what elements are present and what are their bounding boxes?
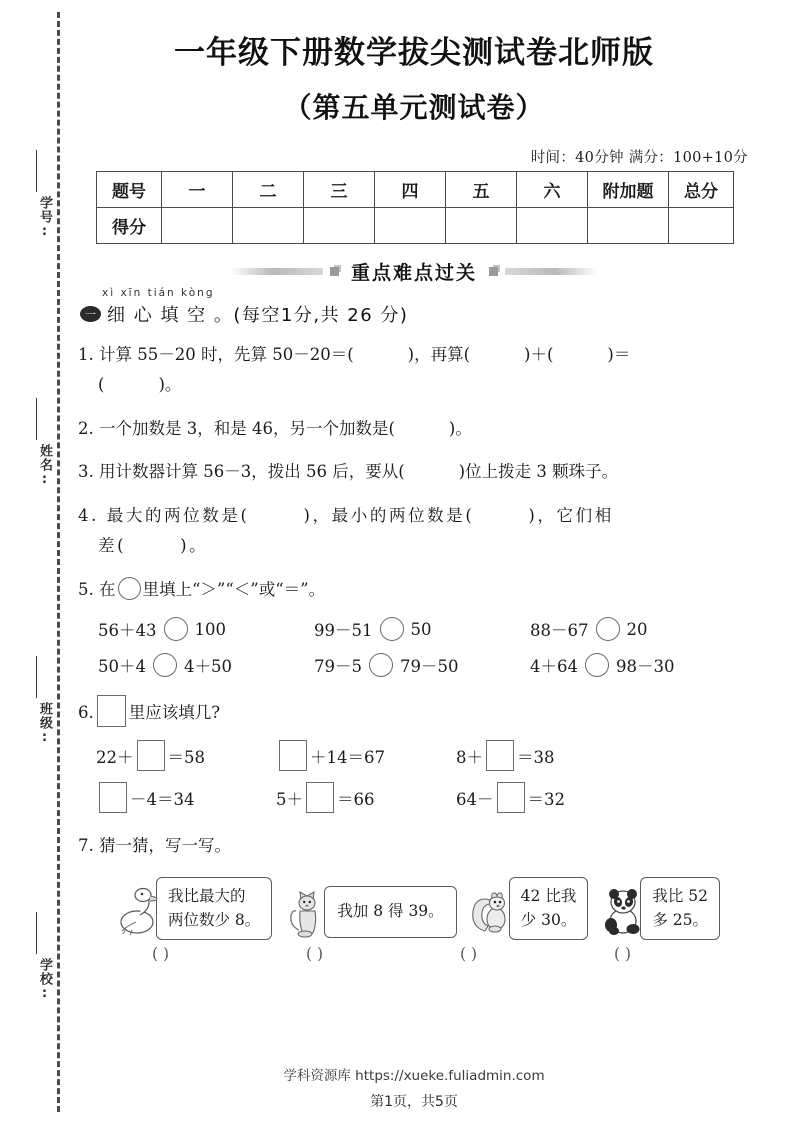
bubble-line-4b: 多 25。 — [652, 910, 708, 929]
bubble-group-2 — [284, 884, 456, 940]
equation-item-1 — [96, 740, 276, 771]
equation-box-6[interactable] — [497, 782, 525, 813]
question-6-prompt-pre: 6. — [78, 703, 94, 723]
compare-left-1: 56＋43 — [98, 621, 157, 641]
page-subtitle: （第五单元测试卷） — [283, 90, 545, 124]
footer-page-number: 第1页，共5页 — [370, 1094, 458, 1110]
question-5-row-1 — [78, 617, 750, 641]
question-4-text-a: 4. 最大的两位数是( — [78, 505, 250, 525]
equation-box-5[interactable] — [306, 782, 334, 813]
question-5-row-2 — [78, 653, 750, 677]
compare-circle-2[interactable] — [380, 617, 404, 641]
question-5-prompt-post: 里填上“＞”“＜”或“＝”。 — [142, 579, 326, 599]
question-7 — [78, 831, 750, 862]
banner-gem-left-icon — [330, 267, 339, 276]
margin-dashed-line — [57, 12, 60, 1112]
compare-item-3 — [530, 617, 746, 641]
score-table-col-extra: 附加题 — [588, 171, 669, 207]
question-1-text-f: )。 — [158, 375, 182, 395]
compare-right-1: 100 — [194, 619, 226, 639]
equation-pre-5: 5＋ — [276, 789, 303, 809]
equation-post-3: ＝38 — [517, 747, 555, 767]
equation-box-1[interactable] — [137, 740, 165, 771]
answer-paren-4[interactable]: ( ) — [614, 944, 632, 963]
question-7-answers — [78, 945, 750, 963]
table-row-score — [97, 207, 734, 243]
question-3-tail: )位上拨走 3 颗珠子。 — [458, 462, 619, 482]
question-5-prompt-circle-icon — [118, 577, 141, 600]
equation-post-4: －4＝34 — [130, 789, 195, 809]
score-table-row-label-1: 得分 — [97, 207, 162, 243]
bubble-group-4 — [600, 877, 720, 940]
equation-post-1: ＝58 — [167, 747, 205, 767]
margin-rule-4 — [36, 912, 37, 954]
question-6 — [78, 695, 750, 729]
margin-label-class: 班级: — [37, 702, 52, 746]
section-one-bullet: 一 — [80, 306, 101, 322]
equation-item-3 — [456, 740, 636, 771]
score-table-col-total: 总分 — [669, 171, 734, 207]
score-cell-total[interactable] — [669, 207, 734, 243]
question-6-row-1 — [78, 740, 750, 771]
question-6-prompt-post: 里应该填几? — [128, 703, 221, 723]
question-4-text-e: )。 — [180, 536, 209, 556]
margin-label-student-id: 学号: — [37, 196, 52, 240]
question-2-text: 2. 一个加数是 3，和是 46，另一个加数是( — [78, 418, 395, 438]
banner-title: 重点难点过关 — [350, 261, 477, 284]
cat-icon — [284, 884, 330, 940]
compare-item-1 — [98, 617, 314, 641]
score-cell-1[interactable] — [162, 207, 233, 243]
bubble-text-1 — [156, 877, 272, 940]
squirrel-icon — [469, 881, 515, 937]
bubble-line-3b: 少 30。 — [520, 910, 577, 929]
footer-source: 学科资源库 https://xueke.fuliadmin.com — [283, 1068, 545, 1084]
compare-right-5: 79－50 — [400, 657, 459, 677]
compare-circle-4[interactable] — [153, 653, 177, 677]
question-4-text-b: )，最小的两位数是( — [303, 505, 475, 525]
score-table-col-6: 六 — [517, 171, 588, 207]
question-3 — [78, 457, 750, 488]
equation-item-2 — [276, 740, 456, 771]
compare-item-5 — [314, 653, 530, 677]
question-6-prompt-box-icon — [97, 695, 126, 727]
equation-post-6: ＝32 — [527, 789, 565, 809]
question-1 — [78, 340, 750, 401]
score-cell-6[interactable] — [517, 207, 588, 243]
margin-rule-1 — [36, 150, 37, 192]
compare-circle-5[interactable] — [369, 653, 393, 677]
bubble-line-3a: 42 比我 — [520, 887, 577, 906]
answer-paren-3[interactable]: ( ) — [460, 944, 478, 963]
bubble-text-2 — [324, 886, 456, 937]
section-one-heading — [78, 286, 750, 327]
score-table — [96, 171, 734, 244]
section-one-pinyin: xì xīn tián kòng — [102, 286, 215, 299]
question-1-text-c: )＋( — [524, 344, 554, 364]
score-cell-3[interactable] — [304, 207, 375, 243]
compare-right-4: 4＋50 — [184, 657, 232, 677]
score-table-col-4: 四 — [375, 171, 446, 207]
compare-left-6: 4＋64 — [530, 657, 578, 677]
question-1-text-b: )，再算( — [407, 344, 471, 364]
answer-paren-2[interactable]: ( ) — [306, 944, 324, 963]
equation-post-5: ＝66 — [337, 789, 375, 809]
question-4 — [78, 501, 750, 562]
duck-icon — [116, 881, 162, 937]
bubble-line-2a: 我加 8 得 39。 — [337, 902, 444, 921]
score-table-row-label-0: 题号 — [97, 171, 162, 207]
equation-box-4[interactable] — [99, 782, 127, 813]
equation-pre-3: 8＋ — [456, 747, 483, 767]
question-3-text: 3. 用计数器计算 56－3，拨出 56 后，要从( — [78, 462, 405, 482]
banner-gem-right-icon — [489, 267, 498, 276]
margin-label-name: 姓名: — [37, 444, 52, 488]
question-1-text-e: ( — [98, 375, 105, 395]
compare-circle-3[interactable] — [596, 617, 620, 641]
section-banner — [78, 258, 750, 285]
bubble-line-1b: 两位数少 8。 — [168, 910, 261, 929]
question-7-bubbles — [78, 877, 750, 940]
bubble-group-3 — [469, 877, 589, 940]
score-cell-2[interactable] — [233, 207, 304, 243]
bubble-text-3 — [509, 877, 589, 940]
question-7-prompt: 7. 猜一猜，写一写。 — [78, 835, 231, 855]
compare-item-4 — [98, 653, 314, 677]
bubble-line-4a: 我比 52 — [652, 887, 708, 906]
compare-left-2: 99－51 — [314, 621, 373, 641]
exam-page — [78, 0, 750, 1122]
compare-left-4: 50＋4 — [98, 657, 146, 677]
margin-rule-3 — [36, 656, 37, 698]
question-5-prompt-pre: 5. 在 — [78, 579, 116, 599]
question-1-text-a: 1. 计算 55－20 时，先算 50－20＝( — [78, 344, 354, 364]
compare-item-2 — [314, 617, 530, 641]
question-1-text-d: )＝ — [607, 344, 631, 364]
question-6-row-2 — [78, 782, 750, 813]
compare-circle-6[interactable] — [585, 653, 609, 677]
compare-left-5: 79－5 — [314, 657, 362, 677]
question-4-text-d: 差( — [98, 536, 127, 556]
margin-rule-2 — [36, 398, 37, 440]
question-2-tail: )。 — [448, 418, 472, 438]
score-cell-5[interactable] — [446, 207, 517, 243]
bubble-text-4 — [640, 877, 720, 940]
compare-item-6 — [530, 653, 746, 677]
question-4-text-c: )，它们相 — [528, 505, 614, 525]
page-title: 一年级下册数学拔尖测试卷北师版 — [174, 35, 654, 71]
banner-rule-right-icon — [505, 268, 597, 275]
compare-right-3: 20 — [626, 619, 648, 639]
equation-item-6 — [456, 782, 636, 813]
equation-box-2[interactable] — [279, 740, 307, 771]
answer-paren-1[interactable]: ( ) — [152, 944, 170, 963]
panda-icon — [600, 881, 646, 937]
score-cell-4[interactable] — [375, 207, 446, 243]
exam-meta: 时间：40分钟 满分：100+10分 — [530, 149, 748, 166]
table-row-header — [97, 171, 734, 207]
compare-right-6: 98－30 — [616, 657, 675, 677]
equation-post-2: ＋14＝67 — [310, 747, 385, 767]
equation-item-4 — [96, 782, 276, 813]
compare-left-3: 88－67 — [530, 621, 589, 641]
equation-box-3[interactable] — [486, 740, 514, 771]
question-2 — [78, 414, 750, 445]
bubble-group-1 — [116, 877, 272, 940]
score-table-col-3: 三 — [304, 171, 375, 207]
score-cell-extra[interactable] — [588, 207, 669, 243]
equation-pre-1: 22＋ — [96, 747, 134, 767]
bubble-line-1a: 我比最大的 — [168, 887, 246, 906]
score-table-col-2: 二 — [233, 171, 304, 207]
score-table-col-1: 一 — [162, 171, 233, 207]
banner-rule-left-icon — [231, 268, 323, 275]
equation-item-5 — [276, 782, 456, 813]
equation-pre-6: 64－ — [456, 789, 494, 809]
compare-right-2: 50 — [410, 619, 432, 639]
section-one-title: 细 心 填 空 。(每空1分,共 26 分) — [107, 304, 409, 326]
compare-circle-1[interactable] — [164, 617, 188, 641]
score-table-col-5: 五 — [446, 171, 517, 207]
margin-label-school: 学校: — [37, 958, 52, 1002]
question-5 — [78, 575, 750, 606]
